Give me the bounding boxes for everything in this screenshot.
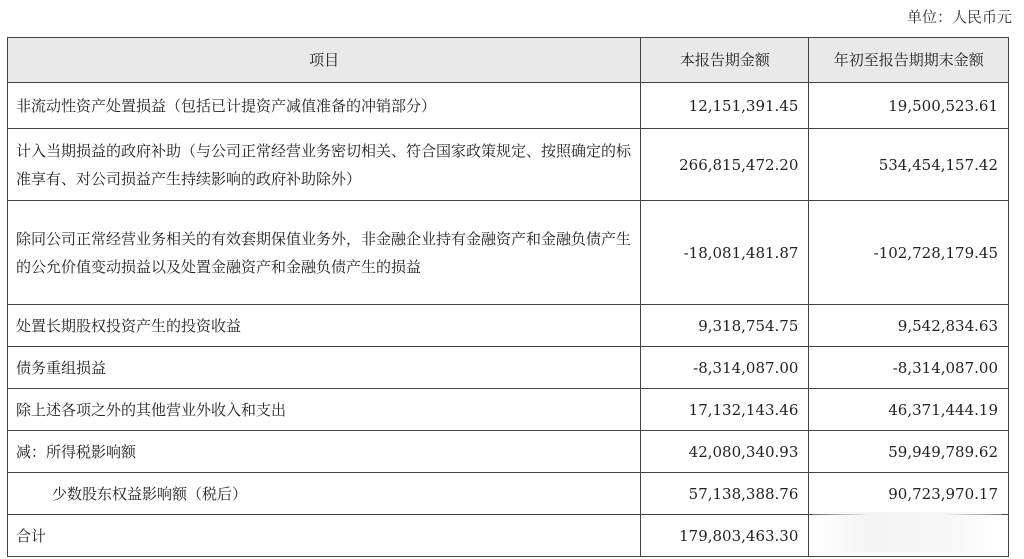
total-label: 合计 bbox=[8, 515, 641, 557]
row-label: 少数股东权益影响额（税后） bbox=[8, 473, 641, 515]
row-ytd-value: 9,542,834.63 bbox=[809, 305, 1009, 347]
row-label: 减：所得税影响额 bbox=[8, 431, 641, 473]
row-ytd-value: 90,723,970.17 bbox=[809, 473, 1009, 515]
row-ytd-value: -102,728,179.45 bbox=[809, 201, 1009, 305]
table-row bbox=[8, 129, 1009, 201]
row-label: 计入当期损益的政府补助（与公司正常经营业务密切相关、符合国家政策规定、按照确定的标准享有、对公司损益产生持续影响的政府补助除外） bbox=[8, 129, 641, 201]
row-ytd-value: 59,949,789.62 bbox=[809, 431, 1009, 473]
table-row bbox=[8, 305, 1009, 347]
unit-label: 单位：人民币元 bbox=[906, 8, 1012, 26]
non-recurring-gains-table bbox=[7, 37, 1009, 557]
row-ytd-value: 534,454,157.42 bbox=[809, 129, 1009, 201]
table-row bbox=[8, 431, 1009, 473]
row-current-value: -18,081,481.87 bbox=[641, 201, 809, 305]
row-current-value: 9,318,754.75 bbox=[641, 305, 809, 347]
table-row bbox=[8, 83, 1009, 129]
row-ytd-value: -8,314,087.00 bbox=[809, 347, 1009, 389]
row-label: 处置长期股权投资产生的投资收益 bbox=[8, 305, 641, 347]
header-item: 项目 bbox=[8, 38, 641, 83]
row-current-value: 12,151,391.45 bbox=[641, 83, 809, 129]
row-current-value: 17,132,143.46 bbox=[641, 389, 809, 431]
redacted-area bbox=[812, 512, 1002, 552]
header-year-to-date: 年初至报告期期末金额 bbox=[809, 38, 1009, 83]
table-header-row bbox=[8, 38, 1009, 83]
table-row bbox=[8, 389, 1009, 431]
row-ytd-value: 19,500,523.61 bbox=[809, 83, 1009, 129]
row-label: 债务重组损益 bbox=[8, 347, 641, 389]
row-label: 除同公司正常经营业务相关的有效套期保值业务外，非金融企业持有金融资产和金融负债产生的公允价值变动损益以及处置金融资产和金融负债产生的损益 bbox=[8, 201, 641, 305]
total-current-value: 179,803,463.30 bbox=[641, 515, 809, 557]
row-current-value: 57,138,388.76 bbox=[641, 473, 809, 515]
table-row bbox=[8, 473, 1009, 515]
row-current-value: 42,080,340.93 bbox=[641, 431, 809, 473]
table-row bbox=[8, 347, 1009, 389]
table-row bbox=[8, 201, 1009, 305]
row-label: 除上述各项之外的其他营业外收入和支出 bbox=[8, 389, 641, 431]
header-current-period: 本报告期金额 bbox=[641, 38, 809, 83]
row-label: 非流动性资产处置损益（包括已计提资产减值准备的冲销部分） bbox=[8, 83, 641, 129]
row-ytd-value: 46,371,444.19 bbox=[809, 389, 1009, 431]
row-current-value: 266,815,472.20 bbox=[641, 129, 809, 201]
row-current-value: -8,314,087.00 bbox=[641, 347, 809, 389]
